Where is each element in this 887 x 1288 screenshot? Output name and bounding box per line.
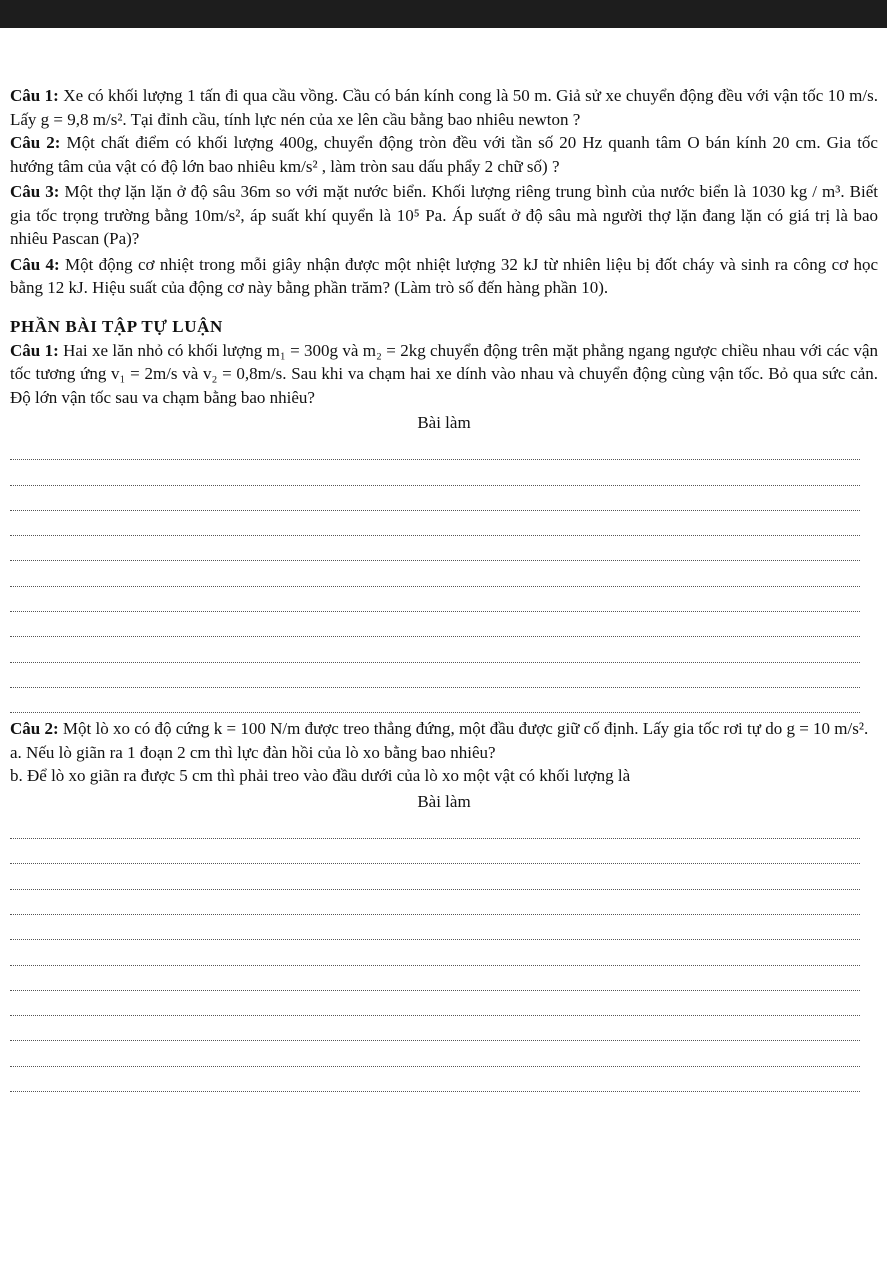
answer-line[interactable] [10,612,860,637]
answer-line[interactable] [10,864,860,889]
answer-line[interactable] [10,435,860,460]
answer-line[interactable] [10,1016,860,1041]
answer-line[interactable] [10,511,860,536]
question-4: Câu 4: Một động cơ nhiệt trong mỗi giây nhận được một nhiệt lượng 32 kJ từ nhiên liệu bị đốt cháy và sinh ra công cơ học bằng 12 kJ. Hiệu suất của động cơ này bằng phần trăm? (Làm trò số đến hàng phần 10). [10,254,878,297]
answer-line[interactable] [10,1067,860,1092]
top-bar [0,0,887,28]
answer-label-2: Bài làm [417,791,471,811]
section-heading: PHẦN BÀI TẬP TỰ LUẬN [10,316,223,336]
answer-line[interactable] [10,940,860,965]
answer-line[interactable] [10,561,860,586]
essay-question-2: Câu 2: Một lò xo có độ cứng k = 100 N/m được treo thẳng đứng, một đầu được giữ cố định. Lấy gia tốc rơi tự do g = 10 m/s². [10,719,869,739]
answer-lines-1 [10,435,878,713]
essay-question-1: Câu 1: Hai xe lăn nhỏ có khối lượng m₁ = 300g và m₂ = 2kg chuyển động trên mặt phẳng ngang ngược chiều nhau với các vận tốc tương ứng v₁ = 2m/s và v₂ = 0,8m/s. Sau khi va chạm hai xe dính vào nhau và chuyển động cùng vận tốc. Bỏ qua sức cản. Độ lớn vận tốc sau va chạm bằng bao nhiêu? [10,340,878,407]
worksheet [10,84,878,1092]
answer-line[interactable] [10,587,860,612]
answer-line[interactable] [10,890,860,915]
answer-line[interactable] [10,991,860,1016]
question-2: Câu 2: Một chất điểm có khối lượng 400g, chuyển động tròn đều với tần số 20 Hz quanh tâm O bán kính 20 cm. Gia tốc hướng tâm của vật có độ lớn bao nhiêu km/s² , làm tròn sau dấu phẩy 2 chữ số) ? [10,133,878,176]
answer-line[interactable] [10,486,860,511]
answer-line[interactable] [10,915,860,940]
question-1: Câu 1: Xe có khối lượng 1 tấn đi qua cầu vồng. Cầu có bán kính cong là 50 m. Giả sử xe chuyển động đều với vận tốc 10 m/s. Lấy g = 9,8 m/s². Tại đỉnh cầu, tính lực nén của xe lên cầu bằng bao nhiêu newton ? [10,86,878,129]
answer-line[interactable] [10,839,860,864]
answer-label-1: Bài làm [417,413,471,432]
answer-line[interactable] [10,663,860,688]
answer-line[interactable] [10,536,860,561]
answer-line[interactable] [10,460,860,485]
answer-line[interactable] [10,637,860,662]
essay-question-2b: b. Để lò xo giãn ra được 5 cm thì phải treo vào đầu dưới của lò xo một vật có khối lượng là [10,766,631,786]
essay-question-2a: a. Nếu lò giãn ra 1 đoạn 2 cm thì lực đàn hồi của lò xo bằng bao nhiêu? [10,742,496,762]
answer-line[interactable] [10,966,860,991]
answer-lines-2 [10,814,878,1092]
answer-line[interactable] [10,1041,860,1066]
question-3: Câu 3: Một thợ lặn lặn ở độ sâu 36m so với mặt nước biển. Khối lượng riêng trung bình của nước biển là 1030 kg / m³. Biết gia tốc trọng trường bằng 10m/s², áp suất khí quyển là 10⁵ Pa. Áp suất ở độ sâu mà người thợ lặn đang lặn có giá trị là bao nhiêu Pascan (Pa)? [10,182,879,248]
answer-line[interactable] [10,814,860,839]
answer-line[interactable] [10,688,860,713]
